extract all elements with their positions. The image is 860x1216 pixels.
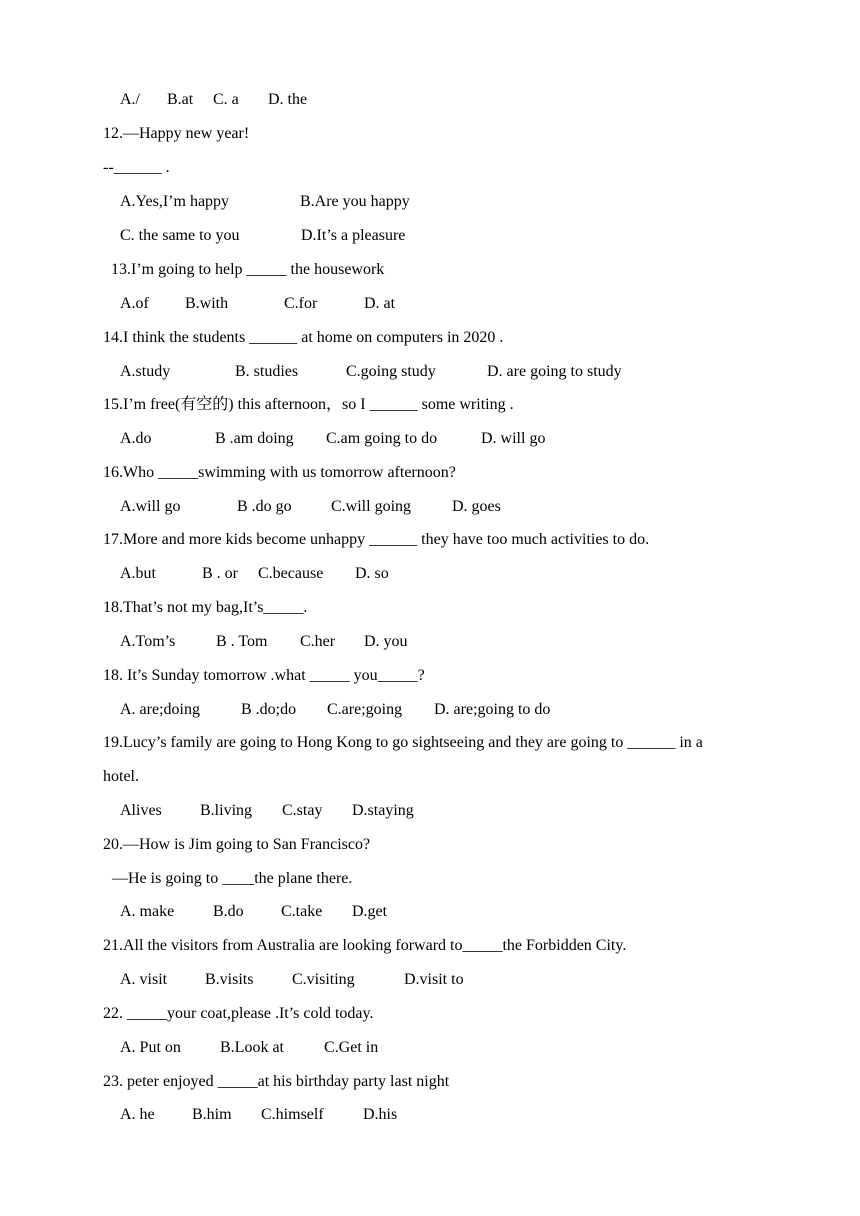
- answer-option: C.visiting: [292, 971, 355, 988]
- answer-option: C.for: [284, 295, 318, 312]
- answer-option: C.Get in: [324, 1039, 379, 1056]
- answer-options-row: [0, 1103, 860, 1127]
- answer-option: B.him: [192, 1106, 232, 1123]
- answer-option: A.do: [120, 430, 152, 447]
- answer-options-row: [0, 698, 860, 722]
- answer-option: A. he: [120, 1106, 155, 1123]
- answer-option: D. goes: [452, 498, 501, 515]
- answer-option: B.at: [167, 91, 194, 108]
- answer-option: D. are;going to do: [434, 701, 551, 718]
- question-text: 23. peter enjoyed _____at his birthday party last night: [103, 1073, 450, 1090]
- answer-option: C.am going to do: [326, 430, 438, 447]
- answer-option: D. are going to study: [487, 363, 622, 380]
- answer-option: A.but: [120, 565, 156, 582]
- answer-option: B.visits: [205, 971, 254, 988]
- answer-option: D. so: [355, 565, 389, 582]
- answer-option: D.visit to: [404, 971, 464, 988]
- answer-option: A. Put on: [120, 1039, 181, 1056]
- answer-option: D.his: [363, 1106, 398, 1123]
- answer-option: B .do go: [237, 498, 292, 515]
- answer-options-row: [0, 190, 860, 214]
- question-text: 19.Lucy’s family are going to Hong Kong to go sightseeing and they are going to ______ in a: [103, 734, 703, 751]
- question-text: 15.I’m free(有空的) this afternoon，so I ______ some writing .: [103, 396, 514, 413]
- answer-option: B. studies: [235, 363, 299, 380]
- answer-options-row: [0, 495, 860, 519]
- answer-option: B.living: [200, 802, 253, 819]
- answer-option: C.himself: [261, 1106, 324, 1123]
- answer-option: D. the: [268, 91, 308, 108]
- answer-option: C. the same to you: [120, 227, 240, 244]
- answer-option: A. are;doing: [120, 701, 200, 718]
- answer-option: A.will go: [120, 498, 181, 515]
- answer-option: D.It’s a pleasure: [301, 227, 406, 244]
- answer-options-row: [0, 360, 860, 384]
- answer-options-row: [0, 968, 860, 992]
- answer-option: B .do;do: [241, 701, 297, 718]
- answer-option: D. at: [364, 295, 396, 312]
- answer-option: B.Are you happy: [300, 193, 410, 210]
- question-text: 21.All the visitors from Australia are looking forward to_____the Forbidden City.: [103, 937, 627, 954]
- answer-option: C.because: [258, 565, 324, 582]
- question-text: 12.—Happy new year!: [103, 125, 250, 142]
- answer-option: B . or: [202, 565, 238, 582]
- question-text: 18. It’s Sunday tomorrow .what _____ you_____?: [103, 667, 425, 684]
- answer-option: B.do: [213, 903, 244, 920]
- question-text: 13.I’m going to help _____ the housework: [111, 261, 385, 278]
- answer-options-row: [0, 799, 860, 823]
- answer-option: C.are;going: [327, 701, 403, 718]
- answer-option: B.Look at: [220, 1039, 284, 1056]
- answer-option: D. will go: [481, 430, 546, 447]
- question-text: —He is going to ____the plane there.: [112, 870, 353, 887]
- question-text: 16.Who _____swimming with us tomorrow afternoon?: [103, 464, 456, 481]
- answer-options-row: [0, 427, 860, 451]
- question-text: 17.More and more kids become unhappy ______ they have too much activities to do.: [103, 531, 650, 548]
- answer-option: Alives: [120, 802, 162, 819]
- answer-option: A.study: [120, 363, 171, 380]
- answer-option: C.take: [281, 903, 323, 920]
- answer-option: D.staying: [352, 802, 414, 819]
- answer-option: C.stay: [282, 802, 323, 819]
- question-text: 20.—How is Jim going to San Francisco?: [103, 836, 371, 853]
- question-text: 22. _____your coat,please .It’s cold today.: [103, 1005, 374, 1022]
- answer-options-row: [0, 292, 860, 316]
- answer-option: D. you: [364, 633, 408, 650]
- question-text: 18.That’s not my bag,It’s_____.: [103, 599, 308, 616]
- question-text: hotel.: [103, 768, 139, 785]
- answer-options-row: [0, 900, 860, 924]
- answer-option: A.Tom’s: [120, 633, 176, 650]
- answer-option: B .am doing: [215, 430, 294, 447]
- answer-option: A. make: [120, 903, 175, 920]
- answer-option: C.will going: [331, 498, 412, 515]
- answer-option: A.Yes,I’m happy: [120, 193, 230, 210]
- answer-options-row: [0, 1036, 860, 1060]
- answer-options-row: [0, 562, 860, 586]
- answer-options-row: [0, 88, 860, 112]
- question-text: --______ .: [103, 159, 170, 176]
- answer-options-row: [0, 224, 860, 248]
- answer-option: C. a: [213, 91, 239, 108]
- question-text: 14.I think the students ______ at home on computers in 2020 .: [103, 329, 504, 346]
- answer-options-row: [0, 630, 860, 654]
- answer-option: A./: [120, 91, 140, 108]
- answer-option: A. visit: [120, 971, 168, 988]
- answer-option: C.her: [300, 633, 336, 650]
- answer-option: B.with: [185, 295, 229, 312]
- answer-option: A.of: [120, 295, 149, 312]
- answer-option: D.get: [352, 903, 388, 920]
- answer-option: B . Tom: [216, 633, 268, 650]
- answer-option: C.going study: [346, 363, 436, 380]
